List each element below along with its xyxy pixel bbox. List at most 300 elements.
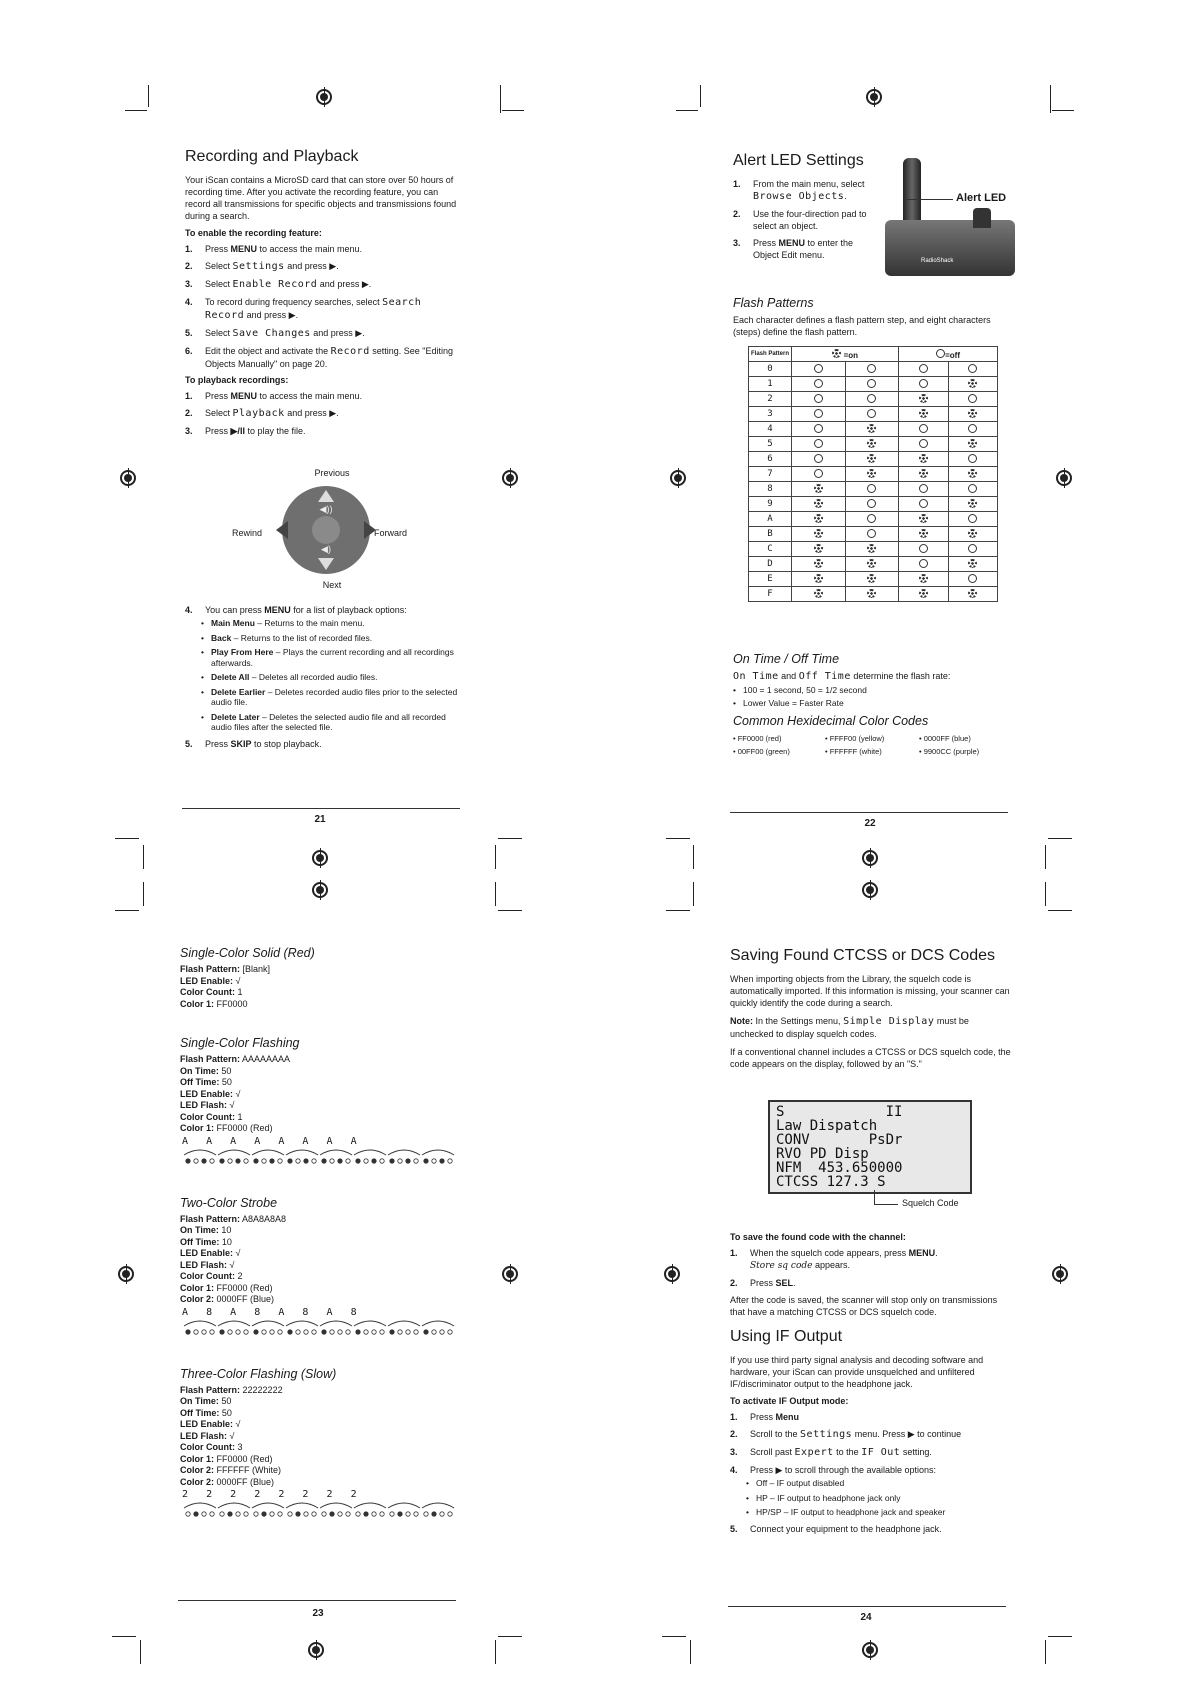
pattern-cell — [948, 557, 997, 572]
led-off-icon — [270, 1512, 274, 1516]
spec-line: Color 1: FF0000 (Red) — [180, 1282, 273, 1293]
led-off-icon — [202, 1329, 206, 1333]
pattern-cell — [899, 437, 948, 452]
led-on-icon — [867, 589, 876, 598]
example-title: Single-Color Solid (Red) — [180, 946, 315, 960]
flash-step-bracket — [184, 1150, 216, 1155]
pattern-cell — [948, 527, 997, 542]
led-on-icon — [406, 1158, 410, 1162]
step-item: 5. Select Save Changes and press ▶. — [185, 328, 365, 339]
led-off-icon — [968, 454, 977, 463]
page-24 — [730, 947, 1012, 1076]
list-item: • Lower Value = Faster Rate — [717, 698, 1013, 709]
four-direction-pad-icon — [276, 480, 376, 580]
pattern-cell — [792, 482, 846, 497]
led-off-icon — [372, 1512, 376, 1516]
list-item: • Delete Later – Deletes the selected audio file and all recorded audio files after the selected file. — [185, 712, 465, 733]
pattern-cell — [948, 467, 997, 482]
led-off-icon — [432, 1329, 436, 1333]
step-item: 2. Select Playback and press ▶. — [185, 408, 339, 419]
led-off-icon — [228, 1158, 232, 1162]
led-off-icon — [919, 559, 928, 568]
led-off-icon — [936, 349, 945, 358]
registration-mark-icon — [862, 1642, 878, 1658]
led-on-icon — [919, 589, 928, 598]
step-item: 4. You can press MENU for a list of playback options: • Main Menu – Returns to the main menu. • Back – Returns to the list of recorded files. • Play From Here – Plays the current recording and all recordings afterwards. • Delete All – Deletes all recorded audio files. • Delete Earlier – Deletes recorded audio files prior to the selected audio file. • Delete Later – Deletes the selected audio file and all recorded audio files after the selected file. — [185, 604, 465, 733]
led-off-icon — [312, 1158, 316, 1162]
spec-line: Color 1: FF0000 (Red) — [180, 1453, 273, 1464]
led-on-icon — [356, 1329, 360, 1333]
table-row — [749, 512, 998, 527]
led-steps — [733, 178, 873, 261]
list-item: • HP/SP – IF output to headphone jack and speaker — [730, 1507, 1012, 1518]
pattern-cell — [948, 377, 997, 392]
spec-line: LED Enable: √ — [180, 1419, 241, 1429]
led-on-icon — [220, 1329, 224, 1333]
led-on-icon — [814, 499, 823, 508]
registration-mark-icon — [862, 850, 878, 866]
pattern-cell — [899, 542, 948, 557]
led-off-icon — [330, 1158, 334, 1162]
pattern-cell — [948, 587, 997, 602]
spec-line: LED Enable: √ — [180, 1088, 241, 1099]
header-cell: =on — [792, 347, 899, 362]
led-off-icon — [448, 1329, 452, 1333]
led-off-icon — [867, 409, 876, 418]
led-off-icon — [919, 364, 928, 373]
list-item: • HP – IF output to headphone jack only — [730, 1493, 1012, 1504]
led-off-icon — [440, 1512, 444, 1516]
pattern-cell — [899, 557, 948, 572]
spec-line: LED Enable: √ — [180, 975, 241, 986]
led-off-icon — [919, 499, 928, 508]
led-off-icon — [814, 394, 823, 403]
pattern-cell — [792, 452, 846, 467]
flash-step-bracket — [286, 1321, 318, 1326]
example-title: Single-Color Flashing — [180, 1036, 300, 1050]
led-off-icon — [814, 364, 823, 373]
led-off-icon — [968, 574, 977, 583]
hex-code: • FF0000 (red) — [733, 734, 782, 743]
pattern-cell — [792, 437, 846, 452]
table-row — [749, 527, 998, 542]
led-off-icon — [968, 544, 977, 553]
led-off-icon — [398, 1329, 402, 1333]
intro-text: Your iScan contains a MicroSD card that can store over 50 hours of recording time. After you activate the recording feature, you can record all transmissions for specific objects and transmissions found during a search. — [185, 175, 457, 221]
example-title: Two-Color Strobe — [180, 1195, 278, 1210]
page-title: Recording and Playback — [185, 148, 359, 165]
page-title: Alert LED Settings — [733, 152, 864, 169]
svg-text:◀)): ◀)) — [319, 504, 333, 514]
led-off-icon — [432, 1158, 436, 1162]
led-off-icon — [390, 1512, 394, 1516]
playback-options — [185, 618, 465, 733]
led-off-icon — [364, 1329, 368, 1333]
led-on-icon — [202, 1158, 206, 1162]
list-item: • Back – Returns to the list of recorded files. — [185, 633, 465, 644]
lcd-line: RVO PD Disp — [776, 1146, 869, 1162]
led-off-icon — [380, 1329, 384, 1333]
led-off-icon — [814, 454, 823, 463]
led-on-icon — [228, 1512, 232, 1516]
on-off-time-text: On Time and Off Time determine the flash rate: — [733, 671, 951, 682]
step-item: 3. Press ▶/II to play the file. — [185, 426, 306, 436]
led-off-icon — [814, 469, 823, 478]
spec-line: Color 2: 0000FF (Blue) — [180, 1294, 275, 1304]
led-off-icon — [288, 1512, 292, 1516]
flash-sequence-label: A 8 A 8 A 8 A 8 — [182, 1306, 357, 1318]
led-off-icon — [296, 1158, 300, 1162]
led-off-icon — [228, 1329, 232, 1333]
registration-mark-icon — [502, 1266, 518, 1282]
lcd-line: CONV PsDr — [776, 1132, 903, 1148]
pattern-cell — [845, 407, 899, 422]
pattern-cell — [899, 497, 948, 512]
step-item: 3. Scroll past Expert to the IF Out setting. — [730, 1447, 932, 1458]
table-row — [749, 362, 998, 377]
led-on-icon — [236, 1158, 240, 1162]
led-on-icon — [814, 514, 823, 523]
registration-mark-icon — [1052, 1266, 1068, 1282]
spec-line: Off Time: 50 — [180, 1077, 232, 1087]
scanner-body — [885, 220, 1015, 276]
flash-step-bracket — [218, 1503, 250, 1508]
spec-line: Color 2: FFFFFF (White) — [180, 1465, 282, 1475]
on-off-time-title: On Time / Off Time — [733, 652, 840, 666]
led-example — [180, 946, 470, 1010]
list-item: • Play From Here – Plays the current recording and all recordings afterwards. — [185, 647, 465, 668]
led-off-icon — [330, 1329, 334, 1333]
pattern-cell — [845, 452, 899, 467]
pattern-cell — [845, 362, 899, 377]
led-on-icon — [330, 1512, 334, 1516]
led-off-icon — [968, 514, 977, 523]
led-off-icon — [414, 1329, 418, 1333]
led-off-icon — [372, 1329, 376, 1333]
led-off-icon — [867, 484, 876, 493]
step-item: 1. When the squelch code appears, press MENU. Store sq code appears. — [730, 1248, 938, 1271]
flash-step-bracket — [320, 1321, 352, 1326]
spec-line: LED Flash: √ — [180, 1430, 235, 1441]
pattern-cell — [792, 572, 846, 587]
led-on-icon — [186, 1158, 190, 1162]
led-example — [180, 1036, 470, 1170]
table-row — [749, 437, 998, 452]
lcd-line: S II — [776, 1104, 903, 1120]
led-on-icon — [867, 424, 876, 433]
spec-line: Off Time: 10 — [180, 1236, 232, 1247]
step-item: 2. Press SEL. — [730, 1278, 796, 1288]
pattern-key: 8 — [749, 482, 792, 497]
led-on-icon — [338, 1158, 342, 1162]
led-off-icon — [867, 379, 876, 388]
table-row — [749, 482, 998, 497]
hex-code: • FFFFFF (white) — [825, 747, 882, 756]
scanner-photo — [885, 158, 1015, 276]
pattern-cell — [845, 497, 899, 512]
pattern-cell — [899, 392, 948, 407]
flash-step-bracket — [320, 1150, 352, 1155]
led-on-icon — [919, 514, 928, 523]
step-item: 2. Use the four-direction pad to select an object. — [733, 209, 867, 231]
table-row — [749, 587, 998, 602]
led-off-icon — [919, 544, 928, 553]
page-21-options — [185, 604, 465, 755]
registration-mark-icon — [118, 1266, 134, 1282]
led-on-icon — [322, 1329, 326, 1333]
note-text: Note: In the Settings menu, Simple Display must be unchecked to display squelch codes. — [730, 1016, 969, 1039]
registration-mark-icon — [312, 850, 328, 866]
pattern-cell — [792, 422, 846, 437]
flash-step-bracket — [388, 1150, 420, 1155]
pattern-cell — [948, 437, 997, 452]
pattern-cell — [948, 362, 997, 377]
flash-step-bracket — [422, 1321, 454, 1326]
led-on-icon — [304, 1158, 308, 1162]
led-on-icon — [390, 1329, 394, 1333]
pattern-cell — [845, 527, 899, 542]
led-off-icon — [814, 409, 823, 418]
pattern-cell — [845, 377, 899, 392]
if-output-title: Using IF Output — [730, 1328, 843, 1345]
led-off-icon — [296, 1329, 300, 1333]
led-example-sections — [180, 946, 470, 1523]
example-title: Three-Color Flashing (Slow) — [180, 1366, 337, 1381]
led-on-icon — [220, 1158, 224, 1162]
playback-heading: To playback recordings: — [185, 375, 289, 385]
step-item: 5. Connect your equipment to the headphone jack. — [730, 1523, 942, 1534]
led-on-icon — [424, 1329, 428, 1333]
list-item: • Delete All – Deletes all recorded audio files. — [185, 672, 465, 683]
led-on-icon — [322, 1158, 326, 1162]
spec-line: On Time: 10 — [180, 1225, 232, 1235]
spec-line: Color Count: 2 — [180, 1271, 243, 1281]
pattern-cell — [792, 512, 846, 527]
table-row — [749, 542, 998, 557]
led-example — [180, 1367, 470, 1524]
hex-code: • 0000FF (blue) — [919, 734, 971, 743]
pattern-cell — [792, 587, 846, 602]
led-off-icon — [919, 439, 928, 448]
led-off-icon — [380, 1512, 384, 1516]
page-22-patterns — [733, 290, 1013, 344]
led-on-icon — [432, 1512, 436, 1516]
led-on-icon — [186, 1329, 190, 1333]
led-on-icon — [867, 469, 876, 478]
step-item: 3. Press MENU to enter the Object Edit menu. — [733, 238, 854, 260]
header-cell: =off — [899, 347, 998, 362]
lcd-line: CTCSS 127.3 S — [776, 1174, 886, 1190]
led-off-icon — [262, 1329, 266, 1333]
led-on-icon — [390, 1158, 394, 1162]
pattern-cell — [899, 422, 948, 437]
lcd-line: Law Dispatch — [776, 1118, 878, 1134]
led-off-icon — [867, 499, 876, 508]
pattern-cell — [792, 392, 846, 407]
pattern-key: 5 — [749, 437, 792, 452]
led-off-icon — [814, 439, 823, 448]
table-row — [749, 497, 998, 512]
pattern-key: 6 — [749, 452, 792, 467]
footer-rule — [182, 808, 460, 809]
spec-line: Flash Pattern: 22222222 — [180, 1384, 283, 1395]
pattern-cell — [845, 587, 899, 602]
led-on-icon — [262, 1512, 266, 1516]
led-off-icon — [448, 1512, 452, 1516]
registration-mark-icon — [866, 89, 882, 105]
radioshack-logo: RadioShack — [921, 258, 954, 264]
pattern-key: 7 — [749, 467, 792, 482]
led-off-icon — [220, 1512, 224, 1516]
led-off-icon — [919, 484, 928, 493]
enable-steps — [185, 243, 465, 370]
led-off-icon — [346, 1512, 350, 1516]
led-off-icon — [254, 1512, 258, 1516]
registration-mark-icon — [862, 882, 878, 898]
led-on-icon — [372, 1158, 376, 1162]
spec-line: LED Enable: √ — [180, 1248, 241, 1258]
led-on-icon — [867, 439, 876, 448]
led-on-icon — [867, 574, 876, 583]
footer-rule — [730, 812, 1008, 813]
led-off-icon — [322, 1512, 326, 1516]
led-on-icon — [440, 1158, 444, 1162]
led-off-icon — [194, 1158, 198, 1162]
spec-line: On Time: 50 — [180, 1396, 232, 1406]
pattern-cell — [948, 572, 997, 587]
led-on-icon — [814, 529, 823, 538]
flash-sequence-diagram — [180, 1318, 460, 1336]
list-item: • Main Menu – Returns to the main menu. — [185, 618, 465, 629]
led-off-icon — [364, 1158, 368, 1162]
registration-mark-icon — [502, 470, 518, 486]
lcd-line: NFM 453.650000 — [776, 1160, 903, 1176]
step-item: 1. From the main menu, select Browse Objects. — [733, 179, 865, 202]
spec-line: On Time: 50 — [180, 1065, 232, 1076]
pattern-cell — [899, 482, 948, 497]
flash-sequence-diagram — [180, 1147, 460, 1165]
pad-next-label: Next — [322, 580, 342, 590]
led-off-icon — [236, 1512, 240, 1516]
led-off-icon — [814, 379, 823, 388]
flash-step-bracket — [320, 1503, 352, 1508]
spec-line: LED Flash: √ — [180, 1259, 235, 1270]
led-on-icon — [254, 1329, 258, 1333]
led-off-icon — [919, 424, 928, 433]
hex-code: • FFFF00 (yellow) — [825, 734, 885, 743]
spec-line: Color Count: 1 — [180, 1111, 243, 1122]
led-off-icon — [814, 424, 823, 433]
flash-step-bracket — [218, 1150, 250, 1155]
registration-mark-icon — [670, 470, 686, 486]
led-on-icon — [832, 349, 841, 358]
step-item: 3. Select Enable Record and press ▶. — [185, 279, 372, 290]
led-off-icon — [424, 1512, 428, 1516]
led-off-icon — [867, 529, 876, 538]
squelch-pointer — [874, 1190, 875, 1204]
flash-step-bracket — [252, 1321, 284, 1326]
header-cell: Flash Pattern — [749, 347, 792, 362]
led-off-icon — [304, 1329, 308, 1333]
pattern-cell — [899, 512, 948, 527]
page-number: 21 — [314, 814, 326, 825]
pattern-cell — [948, 452, 997, 467]
playback-steps — [185, 390, 465, 437]
flash-sequence-label: A A A A A A A A — [182, 1135, 357, 1147]
led-off-icon — [968, 484, 977, 493]
led-off-icon — [867, 514, 876, 523]
step-item: 2. Scroll to the Settings menu. Press ▶ to continue — [730, 1429, 962, 1440]
flash-step-bracket — [354, 1503, 386, 1508]
spec-line: Color 2: 0000FF (Blue) — [180, 1476, 275, 1487]
page-number: 23 — [312, 1608, 324, 1619]
pad-forward-label: Forward — [374, 528, 408, 538]
pattern-key: B — [749, 527, 792, 542]
pattern-key: F — [749, 587, 792, 602]
table-row — [749, 467, 998, 482]
led-off-icon — [244, 1329, 248, 1333]
led-on-icon — [254, 1158, 258, 1162]
page-22-ontime — [733, 646, 1013, 758]
led-on-icon — [919, 469, 928, 478]
led-on-icon — [919, 409, 928, 418]
flash-step-bracket — [422, 1150, 454, 1155]
led-off-icon — [380, 1158, 384, 1162]
led-off-icon — [244, 1158, 248, 1162]
step-item: 4. To record during frequency searches, select Search Record and press ▶. — [185, 297, 422, 321]
flash-patterns-text: Each character defines a flash pattern step, and eight characters (steps) define the flash pattern. — [733, 315, 991, 337]
pad-previous-label: Previous — [314, 468, 350, 478]
led-on-icon — [968, 559, 977, 568]
led-off-icon — [406, 1512, 410, 1516]
pattern-key: E — [749, 572, 792, 587]
page-number: 24 — [860, 1612, 872, 1623]
pattern-cell — [948, 512, 997, 527]
flash-pattern-rows — [749, 362, 998, 602]
pattern-cell — [845, 392, 899, 407]
led-on-icon — [919, 454, 928, 463]
table-row — [749, 407, 998, 422]
alert-led-label: Alert LED — [956, 192, 1007, 204]
pattern-cell — [845, 572, 899, 587]
table-row — [749, 392, 998, 407]
flash-step-bracket — [252, 1150, 284, 1155]
pattern-cell — [948, 392, 997, 407]
pattern-key: 3 — [749, 407, 792, 422]
led-off-icon — [262, 1158, 266, 1162]
step-item: 4. Press ▶ to scroll through the available options: • Off – IF output disabled • HP – IF output to headphone jack only • HP/SP – IF output to headphone jack and speaker — [730, 1464, 1012, 1518]
led-off-icon — [414, 1512, 418, 1516]
led-on-icon — [296, 1512, 300, 1516]
pattern-cell — [899, 452, 948, 467]
after-save-text: After the code is saved, the scanner will stop only on transmissions that have a matching CTCSS or DCS squelch code. — [730, 1295, 998, 1317]
led-off-icon — [867, 364, 876, 373]
pattern-cell — [948, 482, 997, 497]
led-off-icon — [210, 1329, 214, 1333]
hex-code: • 00FF00 (green) — [733, 747, 790, 756]
pattern-cell — [845, 557, 899, 572]
navigation-pad-diagram — [220, 468, 450, 598]
pattern-cell — [899, 467, 948, 482]
pattern-cell — [899, 527, 948, 542]
led-off-icon — [406, 1329, 410, 1333]
footer-rule — [728, 1606, 1006, 1607]
led-off-icon — [210, 1512, 214, 1516]
led-on-icon — [814, 559, 823, 568]
pattern-cell — [845, 437, 899, 452]
flash-step-bracket — [286, 1150, 318, 1155]
if-heading: To activate IF Output mode: — [730, 1396, 849, 1406]
